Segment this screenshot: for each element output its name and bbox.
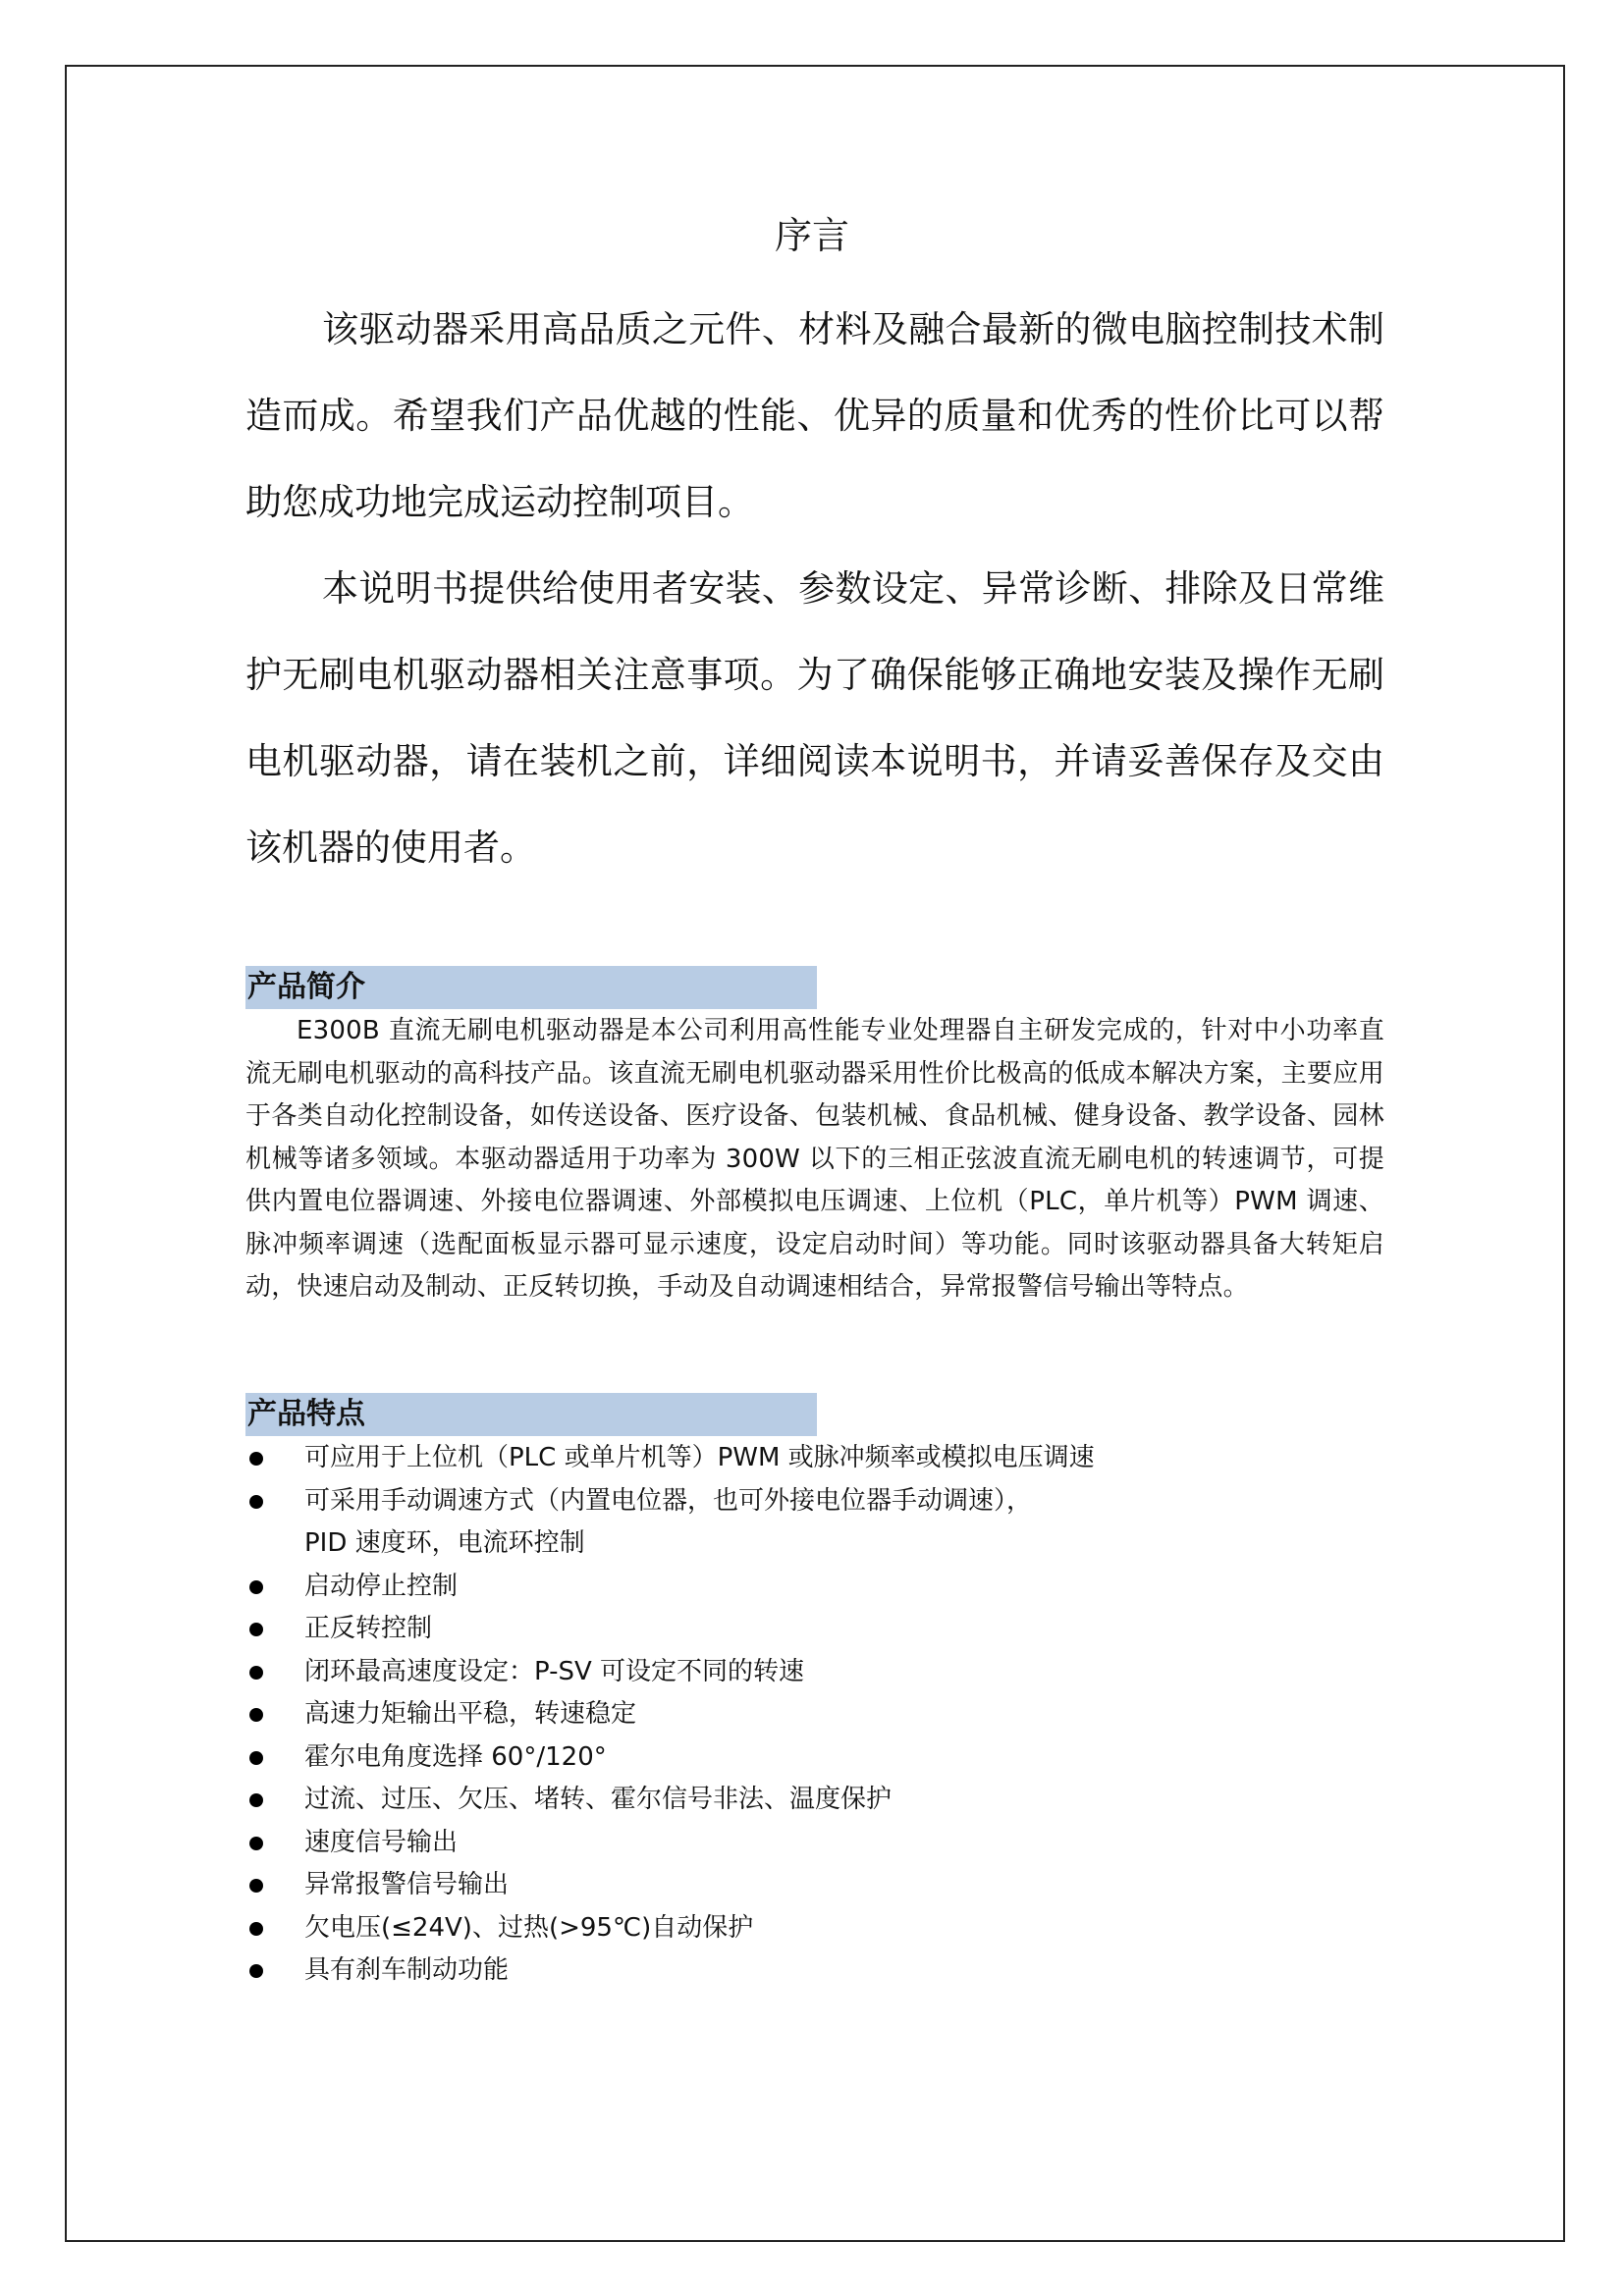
preface-paragraph-1: 该驱动器采用高品质之元件、材料及融合最新的微电脑控制技术制造而成。希望我们产品优越的性能、优异的质量和优秀的性价比可以帮助您成功地完成运动控制项目。: [245, 308, 1384, 523]
feature-item: [245, 1779, 1384, 1822]
feature-item: [245, 1608, 1384, 1651]
bullet-dot-icon: [249, 1922, 263, 1936]
feature-text-continued: PID 速度环，电流环控制: [304, 1528, 585, 1558]
feature-text: 欠电压(≤24V)、过热(>95℃)自动保护: [304, 1912, 754, 1943]
bullet-dot-icon: [249, 1879, 263, 1893]
product-intro-body: E300B 直流无刷电机驱动器是本公司利用高性能专业处理器自主研发完成的，针对中小功率直流无刷电机驱动的高科技产品。该直流无刷电机驱动器采用性价比极高的低成本解决方案，主要应用于各类自动化控制设备，如传送设备、医疗设备、包装机械、食品机械、健身设备、教学设备、园林机械等诸多领域。本驱动器适用于功率为 300W 以下的三相正弦波直流无刷电机的转速调节，可提供内置电位器调速、外接电位器调速、外部模拟电压调速、上位机（PLC，单片机等）PWM 调速、脉冲频率调速（选配面板显示器可显示速度，设定启动时间）等功能。同时该驱动器具备大转矩启动，快速启动及制动、正反转切换，手动及自动调速相结合，异常报警信号输出等特点。: [245, 1016, 1384, 1302]
feature-text: 可采用手动调速方式（内置电位器，也可外接电位器手动调速），: [304, 1485, 1033, 1516]
bullet-dot-icon: [249, 1452, 263, 1466]
bullet-dot-icon: [249, 1495, 263, 1509]
bullet-dot-icon: [249, 1964, 263, 1978]
feature-item: [245, 1651, 1384, 1694]
bullet-dot-icon: [249, 1793, 263, 1807]
bullet-dot-icon: [249, 1623, 263, 1636]
feature-item: [245, 1907, 1384, 1950]
feature-text: 具有刹车制动功能: [304, 1955, 510, 1985]
product-intro-heading: 产品简介: [245, 966, 817, 1009]
feature-text: 启动停止控制: [304, 1571, 459, 1601]
page-title: 序言: [774, 214, 849, 257]
feature-item: [245, 1949, 1384, 1993]
feature-item: [245, 1693, 1384, 1736]
bullet-dot-icon: [249, 1666, 263, 1680]
feature-item: [245, 1437, 1384, 1480]
feature-text: 过流、过压、欠压、堵转、霍尔信号非法、温度保护: [304, 1785, 893, 1814]
feature-item: [245, 1480, 1384, 1566]
bullet-dot-icon: [249, 1837, 263, 1850]
feature-item: [245, 1736, 1384, 1780]
feature-item: [245, 1822, 1384, 1865]
feature-text: 高速力矩输出平稳，转速稳定: [304, 1699, 637, 1729]
bullet-dot-icon: [249, 1751, 263, 1765]
bullet-dot-icon: [249, 1580, 263, 1594]
feature-item: [245, 1864, 1384, 1907]
feature-text: 霍尔电角度选择 60°/120°: [304, 1741, 607, 1772]
features-list: [245, 1437, 1384, 1993]
feature-text: 异常报警信号输出: [304, 1870, 510, 1899]
bullet-dot-icon: [249, 1708, 263, 1722]
feature-text: 闭环最高速度设定：P-SV 可设定不同的转速: [304, 1656, 805, 1686]
product-features-heading: 产品特点: [245, 1393, 817, 1436]
feature-item: [245, 1566, 1384, 1609]
feature-text: 可应用于上位机（PLC 或单片机等）PWM 或脉冲频率或模拟电压调速: [304, 1443, 1095, 1472]
feature-text: 速度信号输出: [304, 1827, 459, 1857]
feature-text: 正反转控制: [304, 1614, 433, 1643]
preface-paragraph-2: 本说明书提供给使用者安装、参数设定、异常诊断、排除及日常维护无刷电机驱动器相关注意事项。为了确保能够正确地安装及操作无刷电机驱动器，请在装机之前，详细阅读本说明书，并请妥善保存及交由该机器的使用者。: [245, 567, 1384, 869]
